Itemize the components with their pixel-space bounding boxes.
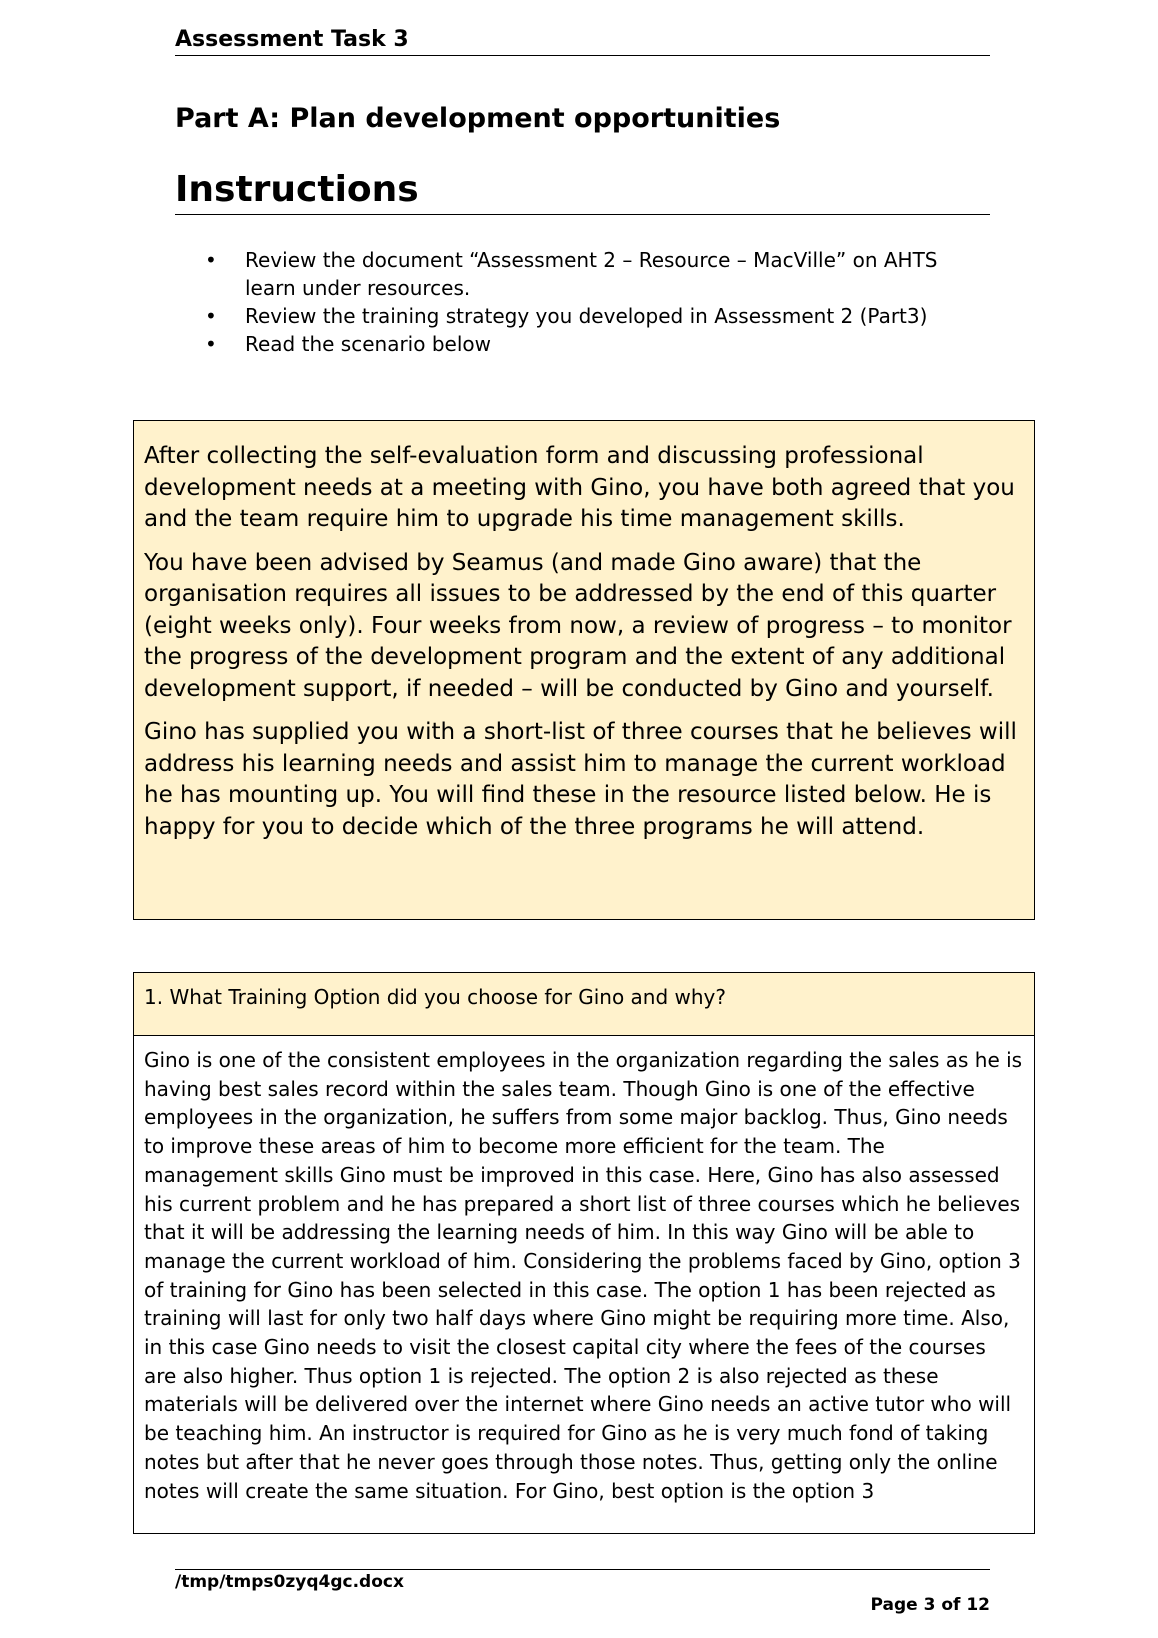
footer-page-number: Page 3 of 12	[870, 1595, 990, 1615]
list-item	[205, 246, 965, 302]
question-cell: 1. What Training Option did you choose for Gino and why?	[134, 973, 1034, 1036]
list-item	[205, 302, 965, 330]
footer-file-path: /tmp/tmps0zyq4gc.docx	[175, 1572, 404, 1592]
scenario-box	[133, 420, 1035, 920]
part-title: Part A: Plan development opportunities	[175, 103, 781, 134]
instructions-title: Instructions	[175, 168, 990, 215]
bullet-icon: •	[205, 248, 217, 272]
bullet-icon: •	[205, 304, 217, 328]
bullet-icon: •	[205, 332, 217, 356]
list-item-text: Review the training strategy you developed in Assessment 2 (Part3)	[245, 304, 928, 328]
header-title: Assessment Task 3	[175, 26, 990, 56]
scenario-paragraph: You have been advised by Seamus (and made Gino aware) that the organisation requires all issues to be addressed by the end of this quarter (eight weeks only). Four weeks from now, a review of progress – to monitor the progress of the development program and the extent of any additional development support, if needed – will be conducted by Gino and yourself.	[144, 549, 1012, 702]
list-item-text: Read the scenario below	[245, 332, 491, 356]
list-item-text: Review the document “Assessment 2 – Resource – MacVille” on AHTS learn under resources.	[245, 248, 938, 300]
scenario-paragraph: After collecting the self-evaluation form and discussing professional development needs at a meeting with Gino, you have both agreed that you and the team require him to upgrade his time management skills.	[144, 443, 1015, 532]
scenario-paragraph: Gino has supplied you with a short-list of three courses that he believes will address his learning needs and assist him to manage the current workload he has mounting up. You will find these in the resource listed below. He is happy for you to decide which of the three programs he will attend.	[144, 719, 1017, 840]
list-item	[205, 330, 965, 358]
answer-cell[interactable]: Gino is one of the consistent employees in the organization regarding the sales as he is having best sales record within the sales team. Though Gino is one of the effective employees in the organization, he suffers from some major backlog. Thus, Gino needs to improve these areas of him to become more efficient for the team. The management skills Gino must be improved in this case. Here, Gino has also assessed his current problem and he has prepared a short list of three courses which he believes that it will be addressing the learning needs of him. In this way Gino will be able to manage the current workload of him. Considering the problems faced by Gino, option 3 of training for Gino has been selected in this case. The option 1 has been rejected as training will last for only two half days where Gino might be requiring more time. Also, in this case Gino needs to visit the closest capital city where the fees of the courses are also higher. Thus option 1 is rejected. The option 2 is also rejected as these materials will be delivered over the internet where Gino needs an active tutor who will be teaching him. An instructor is required for Gino as he is very much fond of taking notes but after that he never goes through those notes. Thus, getting only the online notes will create the same situation. For Gino, best option is the option 3	[144, 1048, 1023, 1503]
question-table	[133, 972, 1035, 1534]
instructions-list	[205, 246, 965, 358]
